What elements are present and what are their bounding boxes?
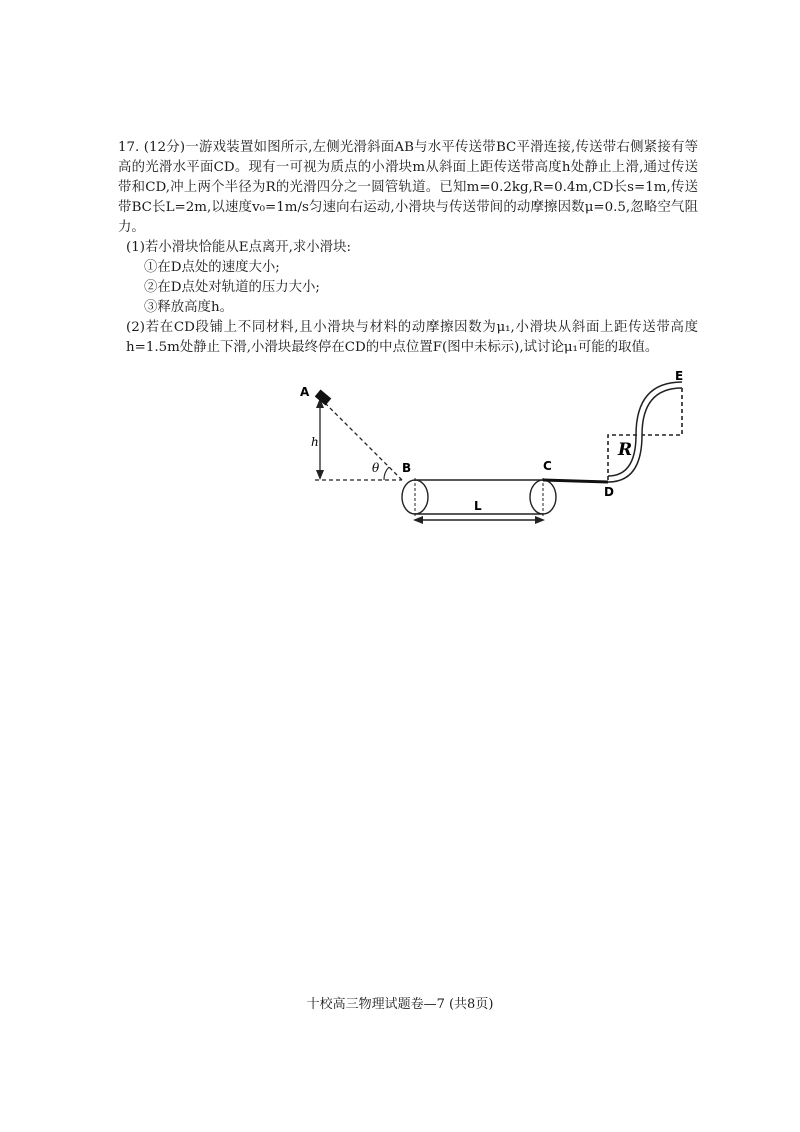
label-d: D (604, 485, 614, 499)
incline-line (320, 398, 402, 480)
length-arrow-left (413, 516, 423, 524)
part1-item-2: ②在D点处对轨道的压力大小; (144, 280, 320, 295)
problem-17 (118, 138, 698, 358)
problem-intro (118, 138, 698, 238)
label-a: A (300, 385, 310, 399)
length-arrow-right (535, 516, 545, 524)
label-c: C (543, 459, 552, 473)
label-r: R (618, 440, 633, 460)
angle-arc (384, 467, 389, 480)
label-theta: θ (372, 461, 380, 475)
slider-block (315, 390, 332, 406)
apparatus-svg (290, 360, 710, 560)
plane-cd (543, 480, 608, 482)
height-arrow-bottom (316, 470, 324, 480)
part2-question: (2)若在CD段铺上不同材料,且小滑块与材料的动摩擦因数为μ₁,小滑块从斜面上距传送带高度h=1.5m处静止下滑,小滑块最终停在CD的中点位置F(图中未标示),试讨论μ₁可能的取值。 (126, 320, 698, 355)
problem-points: (12分) (143, 140, 186, 155)
label-e: E (675, 369, 684, 383)
part1-question: (1)若小滑块恰能从E点离开,求小滑块: (126, 240, 351, 255)
apparatus-diagram (290, 360, 710, 560)
part1-item-3: ③释放高度h。 (144, 300, 233, 315)
label-h: h (311, 435, 319, 449)
problem-intro-text: 一游戏装置如图所示,左侧光滑斜面AB与水平传送带BC平滑连接,传送带右侧紧接有等高的光滑水平面CD。现有一可视为质点的小滑块m从斜面上距传送带高度h处静止上滑,通过传送带和CD,冲上两个半径为R的光滑四分之一圆管轨道。已知m=0.2kg,R=0.4m,CD长s=1m,传送带BC长L=2m,以速度v₀=1m/s匀速向右运动,小滑块与传送带间的动摩擦因数μ=0.5,忽略空气阻力。 (118, 140, 698, 235)
part1-item-1: ①在D点处的速度大小; (144, 260, 280, 275)
problem-number: 17. (118, 140, 140, 155)
label-b: B (402, 461, 412, 475)
page-footer: 十校高三物理试题卷—7 (共8页) (306, 997, 494, 1012)
label-l: L (474, 499, 482, 513)
